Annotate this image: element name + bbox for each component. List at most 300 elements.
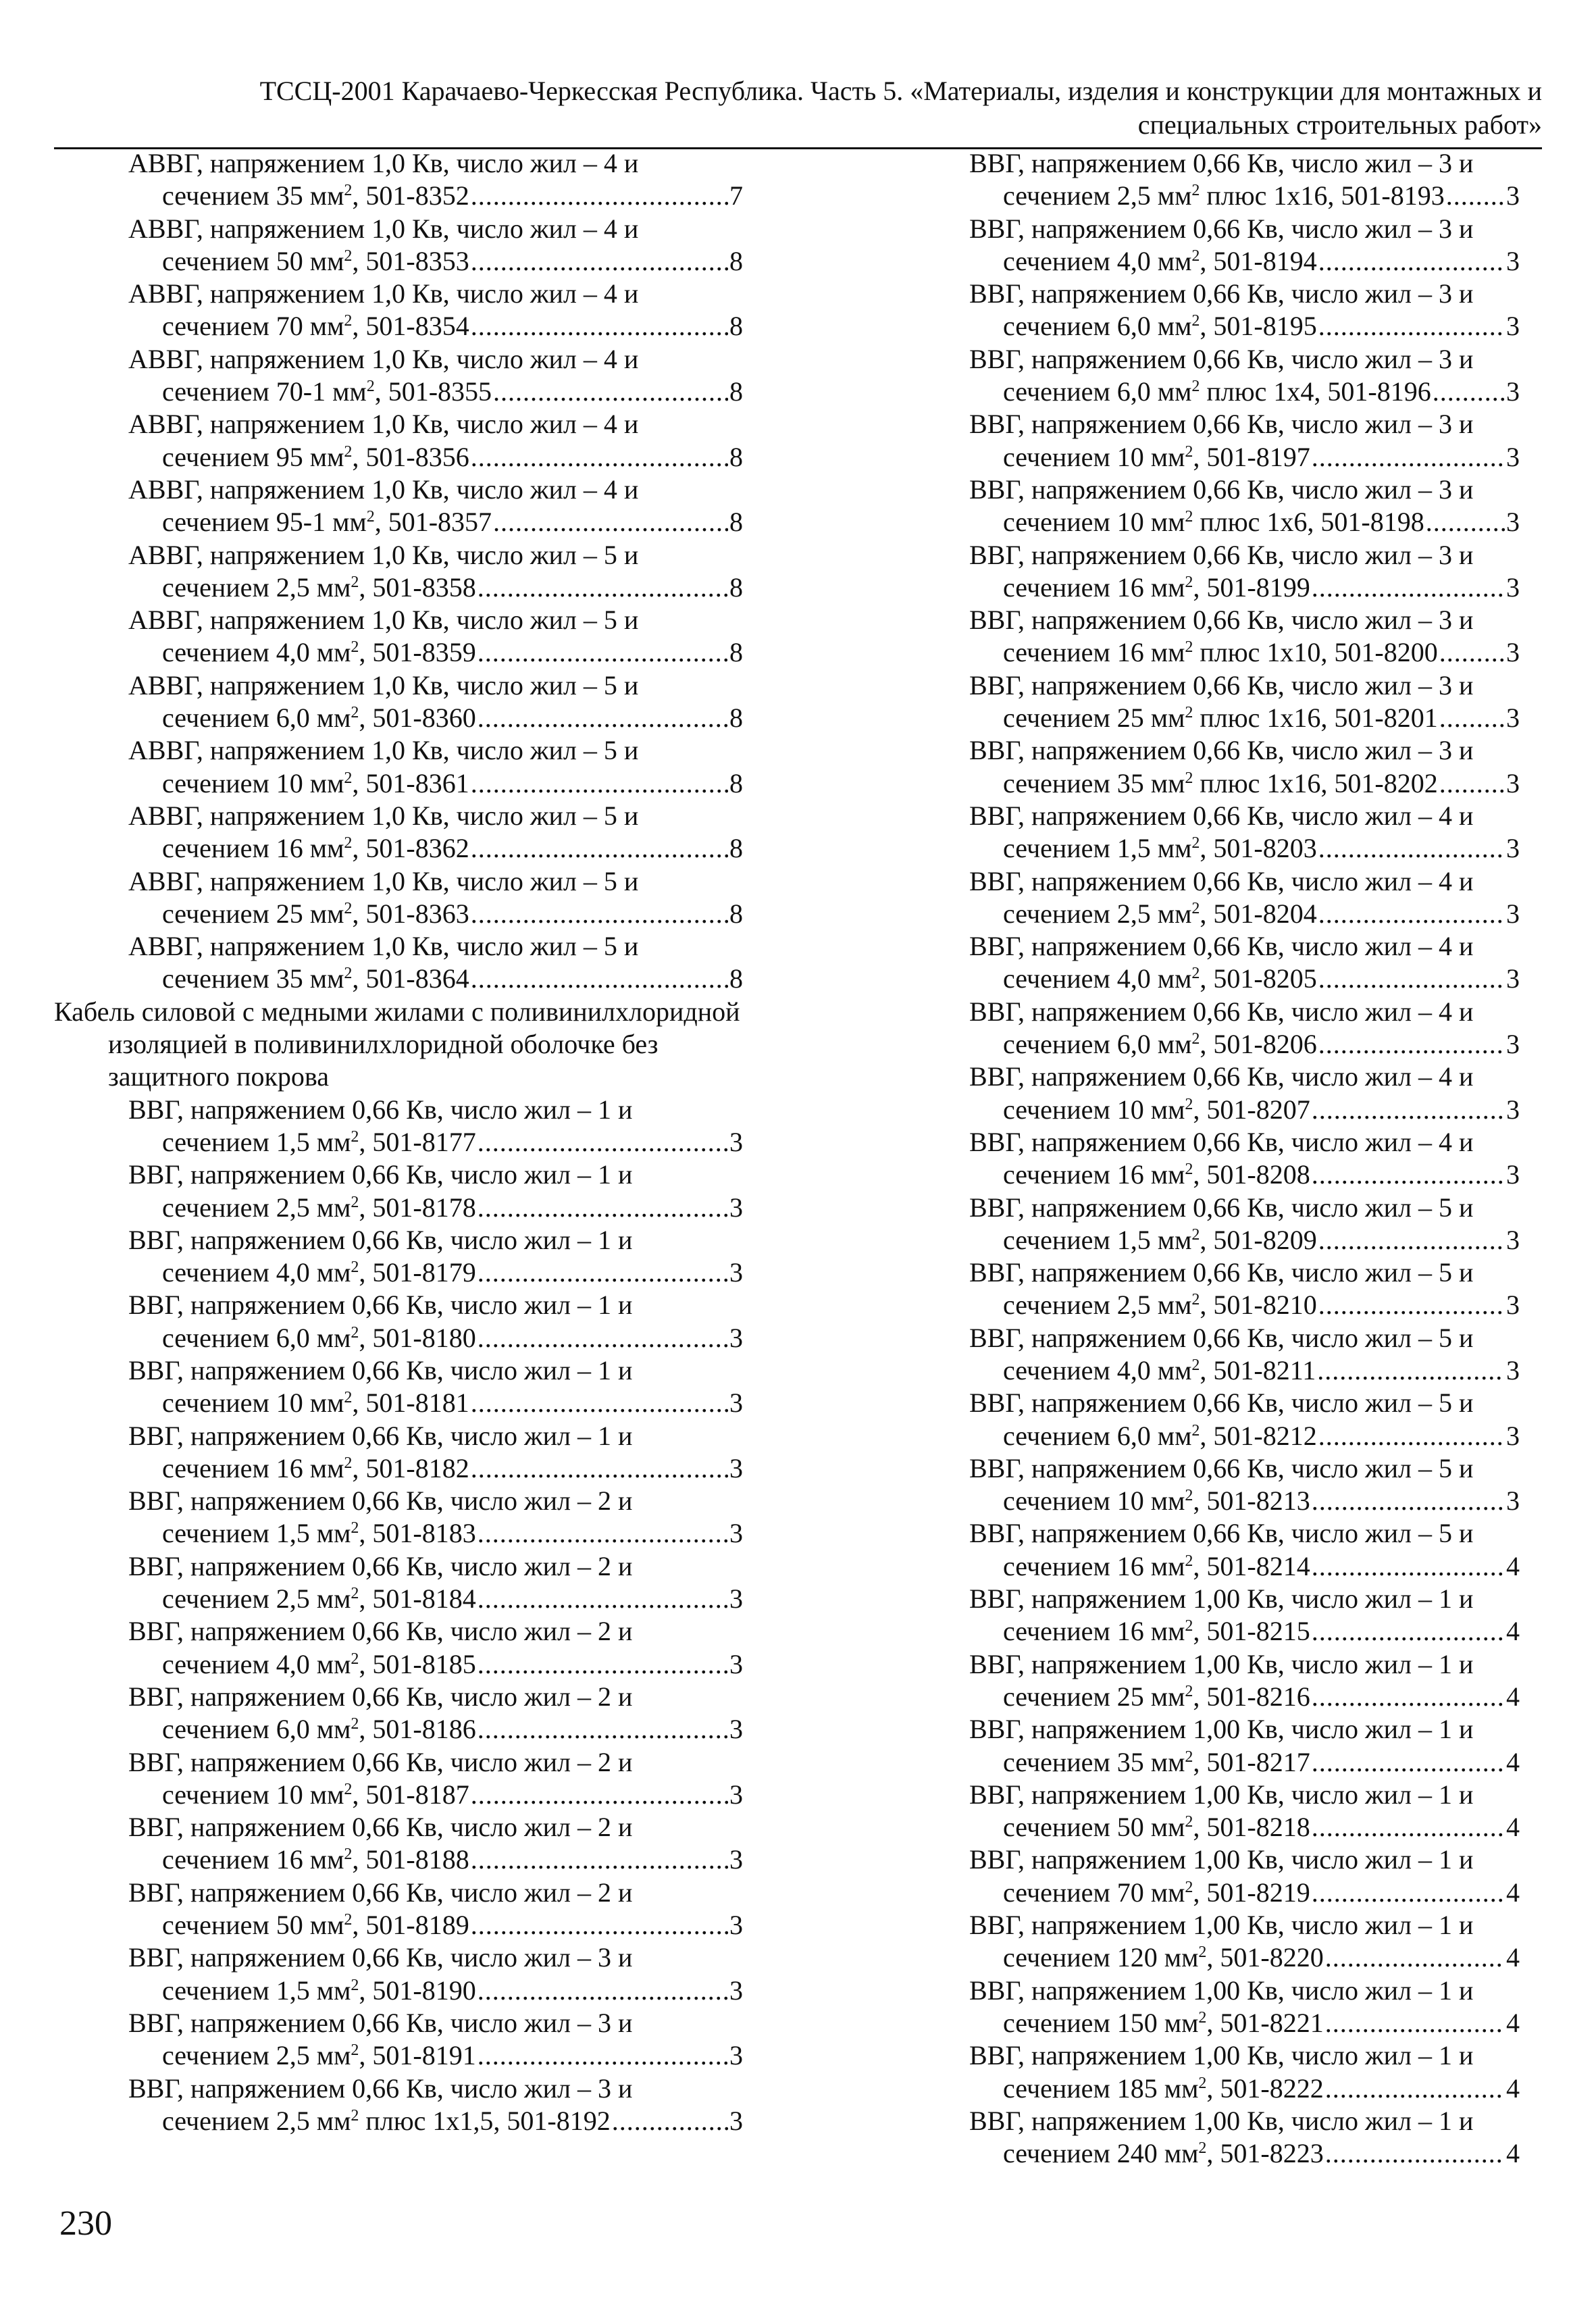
index-entry: [54, 1420, 743, 1485]
index-entry-detail: [54, 571, 743, 604]
index-entry-section: [162, 1975, 476, 2007]
index-entry-section: [162, 376, 492, 408]
section-size: сечением 95 мм: [162, 441, 344, 472]
index-entry-section: [1003, 1615, 1310, 1648]
section-size: сечением 4,0 мм: [162, 1257, 351, 1288]
index-entry-section: [1003, 767, 1438, 800]
index-entry-section: [162, 1844, 469, 1876]
section-size: сечением 10 мм: [162, 767, 344, 798]
dot-leader: [478, 1192, 728, 1224]
dot-leader: [1439, 767, 1505, 800]
section-size: сечением 6,0 мм: [162, 1714, 351, 1745]
dot-leader: [1439, 702, 1505, 734]
index-page-ref: 3: [729, 1583, 743, 1615]
index-entry-detail: [895, 1811, 1520, 1844]
index-entry: [54, 1159, 743, 1224]
superscript-2: 2: [1191, 1356, 1200, 1374]
index-entry-title: ВВГ, напряжением 0,66 Кв, число жил – 1 и: [128, 1354, 633, 1386]
dot-leader: [478, 1256, 728, 1289]
index-entry-title: ВВГ, напряжением 0,66 Кв, число жил – 2 и: [128, 1877, 633, 1908]
index-page-ref: 4: [1506, 1942, 1520, 1973]
index-page-ref: 3: [729, 1192, 743, 1223]
superscript-2: 2: [1198, 1943, 1207, 1962]
index-entry-section: [162, 636, 476, 669]
index-entry-section: [162, 2039, 476, 2072]
index-page-ref: 8: [729, 376, 743, 407]
superscript-2: 2: [366, 378, 375, 396]
index-entry: [54, 343, 743, 409]
index-page-ref: 8: [729, 571, 743, 603]
index-page-ref: 7: [729, 180, 743, 211]
index-entry-detail: [54, 2105, 743, 2137]
index-entry-title: ВВГ, напряжением 0,66 Кв, число жил – 2 и: [128, 1746, 633, 1777]
section-code: , 501-8186: [359, 1714, 476, 1745]
index-entry-title: ВВГ, напряжением 0,66 Кв, число жил – 4 и: [969, 1061, 1474, 1092]
index-entry-section: [1003, 2007, 1324, 2039]
index-entry-section: [162, 1779, 469, 1811]
superscript-2: 2: [1185, 1552, 1193, 1570]
dot-leader: [471, 1844, 728, 1876]
index-entry: [895, 539, 1520, 605]
section-size: сечением 1,5 мм: [1003, 833, 1192, 864]
index-entry-detail: [54, 180, 743, 212]
index-entry-section: [162, 1452, 469, 1485]
index-page-ref: 3: [729, 1518, 743, 1549]
index-page-ref: 3: [1506, 1485, 1520, 1517]
superscript-2: 2: [1191, 834, 1200, 853]
index-entry-detail: [895, 1941, 1520, 1974]
section-code: , 501-8178: [359, 1192, 476, 1223]
index-entry: [54, 1877, 743, 1942]
index-entry-title: АВВГ, напряжением 1,0 Кв, число жил – 5 и: [128, 800, 639, 831]
index-entry-section: [162, 1517, 476, 1550]
index-entry-section: [1003, 245, 1317, 278]
index-entry-detail: [895, 1615, 1520, 1648]
index-entry-section: [1003, 1550, 1310, 1583]
index-entry-detail: [54, 376, 743, 408]
superscript-2: 2: [351, 704, 359, 722]
index-entry-title: АВВГ, напряжением 1,0 Кв, число жил – 4 и: [128, 213, 639, 244]
dot-leader: [1318, 832, 1505, 865]
index-entry: [54, 1224, 743, 1290]
superscript-2: 2: [344, 1389, 353, 1407]
index-entry-detail: [54, 1975, 743, 2007]
index-entry-section: [1003, 1485, 1310, 1517]
superscript-2: 2: [1191, 965, 1200, 983]
index-page-ref: 3: [729, 1452, 743, 1483]
dot-leader: [471, 1452, 728, 1485]
superscript-2: 2: [344, 182, 353, 200]
section-size: сечением 2,5 мм: [1003, 898, 1192, 929]
index-entry-section: [1003, 832, 1317, 865]
dot-leader: [1312, 441, 1505, 474]
superscript-2: 2: [1191, 1225, 1200, 1244]
index-entry-section: [1003, 1681, 1310, 1713]
page-number: 230: [59, 2204, 112, 2243]
dot-leader: [1312, 1550, 1505, 1583]
dot-leader: [1325, 1941, 1505, 1974]
dot-leader: [1318, 1224, 1505, 1256]
section-size: сечением 70 мм: [1003, 1877, 1185, 1908]
index-entry-title: ВВГ, напряжением 0,66 Кв, число жил – 5 и: [969, 1322, 1474, 1353]
section-size: сечением 6,0 мм: [162, 703, 351, 734]
superscript-2: 2: [351, 573, 359, 591]
index-page-ref: 4: [1506, 1746, 1520, 1777]
section-code: , 501-8185: [359, 1648, 476, 1679]
section-code: , 501-8212: [1200, 1420, 1317, 1451]
dot-leader: [478, 1648, 728, 1681]
superscript-2: 2: [351, 2106, 359, 2125]
section-size: сечением 4,0 мм: [162, 1648, 351, 1679]
index-entry-section: [1003, 506, 1424, 538]
dot-leader: [471, 1387, 728, 1419]
index-entry: [895, 1126, 1520, 1192]
superscript-2: 2: [1185, 1748, 1193, 1766]
index-entry-title: АВВГ, напряжением 1,0 Кв, число жил – 5 и: [128, 735, 639, 766]
header-title-line-1: ТССЦ-2001 Карачаево-Черкесская Республика. Часть 5. «Материалы, изделия и конструкции для монтажных и: [259, 76, 1542, 106]
superscript-2: 2: [1185, 769, 1193, 787]
section-code: , 501-8214: [1193, 1550, 1310, 1581]
section-code: , 501-8184: [359, 1583, 476, 1615]
index-entry: [895, 1387, 1520, 1452]
index-entry-section: [1003, 1811, 1310, 1844]
index-entry-title: ВВГ, напряжением 0,66 Кв, число жил – 3 и: [969, 474, 1474, 505]
index-entry: [54, 734, 743, 800]
section-size: сечением 10 мм: [162, 1388, 344, 1419]
superscript-2: 2: [1185, 1095, 1193, 1113]
dot-leader: [471, 310, 728, 342]
section-size: сечением 16 мм: [1003, 1550, 1185, 1581]
section-size: сечением 16 мм: [162, 1844, 344, 1875]
index-entry: [54, 2007, 743, 2073]
index-entry-title: ВВГ, напряжением 0,66 Кв, число жил – 3 и: [128, 2073, 633, 2104]
section-code: плюс 1х4, 501-8196: [1200, 376, 1431, 407]
section-code: , 501-8223: [1206, 2138, 1324, 2169]
superscript-2: 2: [1185, 1161, 1193, 1179]
index-entry-section: [162, 506, 492, 538]
index-entry-detail: [54, 1322, 743, 1354]
section-code: , 501-8177: [359, 1126, 476, 1157]
section-size: сечением 10 мм: [162, 1779, 344, 1810]
index-entry: [54, 1811, 743, 1877]
section-size: сечением 6,0 мм: [1003, 376, 1192, 407]
dot-leader: [1325, 2007, 1505, 2039]
section-size: сечением 6,0 мм: [1003, 1420, 1192, 1451]
index-entry-detail: [895, 310, 1520, 342]
dot-leader: [1318, 963, 1505, 995]
index-column-left: [54, 147, 743, 2137]
index-entry-detail: [895, 702, 1520, 734]
index-entry-detail: [895, 245, 1520, 278]
section-size: сечением 50 мм: [162, 245, 344, 276]
index-entry-section: [1003, 2073, 1324, 2105]
index-page-ref: 8: [729, 311, 743, 342]
superscript-2: 2: [1198, 2074, 1207, 2092]
section-size: сечением 4,0 мм: [1003, 1354, 1192, 1386]
index-entry-title: ВВГ, напряжением 0,66 Кв, число жил – 3 и: [969, 735, 1474, 766]
index-entry-section: [1003, 1289, 1317, 1321]
index-page-ref: 8: [729, 898, 743, 929]
section-code: плюс 1х1,5, 501-8192: [359, 2105, 611, 2136]
superscript-2: 2: [344, 899, 353, 917]
index-entry-detail: [895, 1224, 1520, 1256]
index-entry-title: ВВГ, напряжением 0,66 Кв, число жил – 2 и: [128, 1485, 633, 1517]
index-entry-title: ВВГ, напряжением 0,66 Кв, число жил – 3 и: [969, 343, 1474, 374]
index-page-ref: 3: [1506, 767, 1520, 798]
section-code: , 501-8354: [352, 311, 469, 342]
index-page-ref: 3: [1506, 245, 1520, 276]
section-code: , 501-8204: [1200, 898, 1317, 929]
index-page-ref: 3: [729, 1126, 743, 1157]
index-page-ref: 3: [729, 1322, 743, 1353]
index-entry-section: [1003, 180, 1445, 212]
index-page-ref: 8: [729, 507, 743, 538]
dot-leader: [493, 506, 728, 538]
superscript-2: 2: [351, 1127, 359, 1146]
index-page-ref: 4: [1506, 2138, 1520, 2169]
section-code: , 501-8190: [359, 1975, 476, 2006]
index-entry-title: ВВГ, напряжением 1,00 Кв, число жил – 1 и: [969, 2105, 1474, 2136]
section-code: , 501-8191: [359, 2040, 476, 2071]
index-page-ref: 4: [1506, 1877, 1520, 1908]
index-entry-title: ВВГ, напряжением 0,66 Кв, число жил – 4 и: [969, 996, 1474, 1027]
superscript-2: 2: [351, 1323, 359, 1342]
dot-leader: [1318, 310, 1505, 342]
section-size: сечением 35 мм: [1003, 1746, 1185, 1777]
index-entry: [895, 1713, 1520, 1779]
index-entry-section: [1003, 310, 1317, 342]
index-entry-title: ВВГ, напряжением 1,00 Кв, число жил – 1 и: [969, 1714, 1474, 1745]
index-entry: [54, 1354, 743, 1420]
index-entry: [895, 669, 1520, 735]
section-code: , 501-8352: [352, 180, 469, 211]
dot-leader: [471, 1779, 728, 1811]
section-size: сечением 6,0 мм: [1003, 1029, 1192, 1060]
index-entry-section: [1003, 1159, 1310, 1191]
index-entry-section: [162, 310, 469, 342]
index-entry-section: [162, 963, 469, 995]
index-page-ref: 8: [729, 245, 743, 276]
section-size: сечением 70-1 мм: [162, 376, 367, 407]
section-code: , 501-8213: [1193, 1485, 1310, 1517]
index-entry-title: АВВГ, напряжением 1,0 Кв, число жил – 4 и: [128, 409, 639, 440]
index-entry-section: [1003, 1224, 1317, 1256]
index-entry-detail: [54, 1192, 743, 1224]
dot-leader: [471, 180, 728, 212]
index-entry-section: [162, 832, 469, 865]
section-size: сечением 10 мм: [1003, 441, 1185, 472]
index-entry-section: [162, 1192, 476, 1224]
index-page-ref: 3: [1506, 571, 1520, 603]
index-entry-detail: [895, 1028, 1520, 1061]
index-entry-title: ВВГ, напряжением 0,66 Кв, число жил – 3 и: [969, 409, 1474, 440]
index-entry: [895, 1779, 1520, 1844]
index-entry: [895, 1322, 1520, 1388]
section-code: , 501-8179: [359, 1257, 476, 1288]
index-entry-section: [1003, 376, 1431, 408]
dot-leader: [1325, 2073, 1505, 2105]
index-entry: [895, 1256, 1520, 1322]
section-size: сечением 25 мм: [1003, 1681, 1185, 1712]
section-size: сечением 16 мм: [162, 833, 344, 864]
index-entry-title: ВВГ, напряжением 0,66 Кв, число жил – 5 и: [969, 1257, 1474, 1288]
index-entry-title: ВВГ, напряжением 0,66 Кв, число жил – 4 и: [969, 931, 1474, 962]
index-entry-title: ВВГ, напряжением 1,00 Кв, число жил – 1 и: [969, 1975, 1474, 2006]
index-page-ref: 8: [729, 963, 743, 994]
index-entry-section: [162, 767, 469, 800]
section-size: сечением 1,5 мм: [162, 1975, 351, 2006]
index-page-ref: 4: [1506, 2073, 1520, 2104]
index-entry-section: [1003, 1746, 1310, 1779]
section-code: , 501-8362: [352, 833, 469, 864]
dot-leader: [612, 2105, 728, 2137]
index-entry-title: ВВГ, напряжением 0,66 Кв, число жил – 5 и: [969, 1518, 1474, 1549]
section-size: сечением 4,0 мм: [1003, 245, 1192, 276]
section-code: , 501-8219: [1193, 1877, 1310, 1908]
superscript-2: 2: [1185, 1813, 1193, 1831]
section-size: сечением 240 мм: [1003, 2138, 1199, 2169]
section-size: сечением 185 мм: [1003, 2073, 1199, 2104]
index-entry-section: [162, 1126, 476, 1159]
index-entry-section: [1003, 1941, 1324, 1974]
superscript-2: 2: [1185, 1682, 1193, 1700]
index-entry-section: [162, 1713, 476, 1746]
index-entry: [54, 408, 743, 474]
index-page-ref: 3: [1506, 1420, 1520, 1451]
index-entry-title: АВВГ, напряжением 1,0 Кв, число жил – 5 и: [128, 931, 639, 962]
section-size: сечением 2,5 мм: [1003, 1290, 1192, 1321]
index-entry-title: ВВГ, напряжением 1,00 Кв, число жил – 1 и: [969, 1779, 1474, 1810]
superscript-2: 2: [1191, 1291, 1200, 1309]
section-code: , 501-8197: [1193, 441, 1310, 472]
index-page-ref: 3: [1506, 963, 1520, 994]
index-entry-section: [162, 2105, 611, 2137]
section-code: , 501-8208: [1193, 1159, 1310, 1190]
index-entry-detail: [54, 1909, 743, 1941]
index-entry-title: АВВГ, напряжением 1,0 Кв, число жил – 5 и: [128, 669, 639, 701]
index-entry: [54, 278, 743, 343]
index-entry-title: ВВГ, напряжением 0,66 Кв, число жил – 1 и: [128, 1420, 633, 1451]
index-entry: [895, 278, 1520, 343]
section-size: сечением 1,5 мм: [162, 1518, 351, 1549]
index-entry: [895, 1648, 1520, 1714]
section-code: , 501-8194: [1200, 245, 1317, 276]
superscript-2: 2: [1191, 247, 1200, 265]
index-entry-detail: [54, 1452, 743, 1485]
index-entry: [895, 213, 1520, 278]
index-entry-title: ВВГ, напряжением 0,66 Кв, число жил – 5 и: [969, 1192, 1474, 1223]
index-entry-title: ВВГ, напряжением 0,66 Кв, число жил – 3 и: [969, 278, 1474, 309]
section-code: , 501-8183: [359, 1518, 476, 1549]
index-entry-detail: [895, 1094, 1520, 1126]
superscript-2: 2: [1191, 182, 1200, 200]
section-code: , 501-8205: [1200, 963, 1317, 994]
superscript-2: 2: [351, 2041, 359, 2060]
index-page-ref: 4: [1506, 1616, 1520, 1647]
index-entry: [895, 734, 1520, 800]
dot-leader: [1317, 1354, 1505, 1387]
index-entry: [54, 1681, 743, 1746]
dot-leader: [471, 963, 728, 995]
index-entry-section: [162, 1648, 476, 1681]
index-entry-section: [162, 1256, 476, 1289]
index-entry: [895, 2105, 1520, 2170]
superscript-2: 2: [351, 1519, 359, 1537]
index-entry: [54, 1485, 743, 1550]
index-entry: [54, 669, 743, 735]
section-size: сечением 10 мм: [1003, 1485, 1185, 1517]
index-page-ref: 3: [729, 1257, 743, 1288]
index-entry: [54, 1615, 743, 1681]
superscript-2: 2: [1198, 2008, 1207, 2027]
index-entry-title: АВВГ, напряжением 1,0 Кв, число жил – 4 и: [128, 343, 639, 374]
section-code: плюс 1х16, 501-8202: [1193, 767, 1438, 798]
section-size: сечением 4,0 мм: [1003, 963, 1192, 994]
superscript-2: 2: [1191, 1030, 1200, 1048]
section-size: сечением 6,0 мм: [162, 1322, 351, 1353]
index-entry-detail: [895, 898, 1520, 930]
index-page-ref: 8: [729, 767, 743, 798]
index-entry-section: [1003, 1028, 1317, 1061]
section-code: , 501-8180: [359, 1322, 476, 1353]
index-entry-detail: [54, 1844, 743, 1876]
index-entry-section: [1003, 963, 1317, 995]
index-entry-detail: [54, 1256, 743, 1289]
superscript-2: 2: [351, 1193, 359, 1211]
dot-leader: [1426, 506, 1505, 538]
superscript-2: 2: [366, 508, 375, 526]
section-size: сечением 2,5 мм: [162, 2040, 351, 2071]
index-entry-title: АВВГ, напряжением 1,0 Кв, число жил – 5 и: [128, 865, 639, 896]
index-entry-detail: [54, 310, 743, 342]
superscript-2: 2: [351, 1715, 359, 1733]
superscript-2: 2: [344, 769, 353, 787]
section-size: сечением 16 мм: [1003, 571, 1185, 603]
superscript-2: 2: [344, 442, 353, 461]
dot-leader: [478, 1583, 728, 1615]
index-entry: [895, 996, 1520, 1061]
index-entry: [895, 343, 1520, 409]
dot-leader: [471, 767, 728, 800]
section-code: , 501-8359: [359, 637, 476, 668]
section-code: , 501-8353: [352, 245, 469, 276]
superscript-2: 2: [1185, 1487, 1193, 1505]
superscript-2: 2: [344, 834, 353, 853]
section-size: сечением 16 мм: [1003, 637, 1185, 668]
index-entry-detail: [895, 571, 1520, 604]
index-entry-section: [162, 898, 469, 930]
index-page-ref: 3: [1506, 311, 1520, 342]
dot-leader: [1312, 1746, 1505, 1779]
index-entry: [54, 474, 743, 539]
index-page-ref: 3: [1506, 1029, 1520, 1060]
index-entry-detail: [54, 963, 743, 995]
index-entry: [54, 1941, 743, 2007]
index-entry-title: ВВГ, напряжением 0,66 Кв, число жил – 3 и: [128, 2007, 633, 2038]
section-size: сечением 50 мм: [1003, 1812, 1185, 1843]
section-size: сечением 2,5 мм: [162, 571, 351, 603]
index-entry-title: ВВГ, напряжением 0,66 Кв, число жил – 3 и: [969, 605, 1474, 636]
section-code: , 501-8363: [352, 898, 469, 929]
dot-leader: [478, 2039, 728, 2072]
index-category-heading: Кабель силовой с медными жилами с поливинилхлоридной изоляцией в поливинилхлоридной оболочке без защитного покрова: [54, 996, 740, 1092]
index-entry: [54, 1289, 743, 1354]
index-entry-section: [1003, 898, 1317, 930]
index-page-ref: 3: [729, 2040, 743, 2071]
index-entry-section: [162, 571, 476, 604]
index-page-ref: 3: [1506, 1094, 1520, 1125]
index-entry: [895, 408, 1520, 474]
